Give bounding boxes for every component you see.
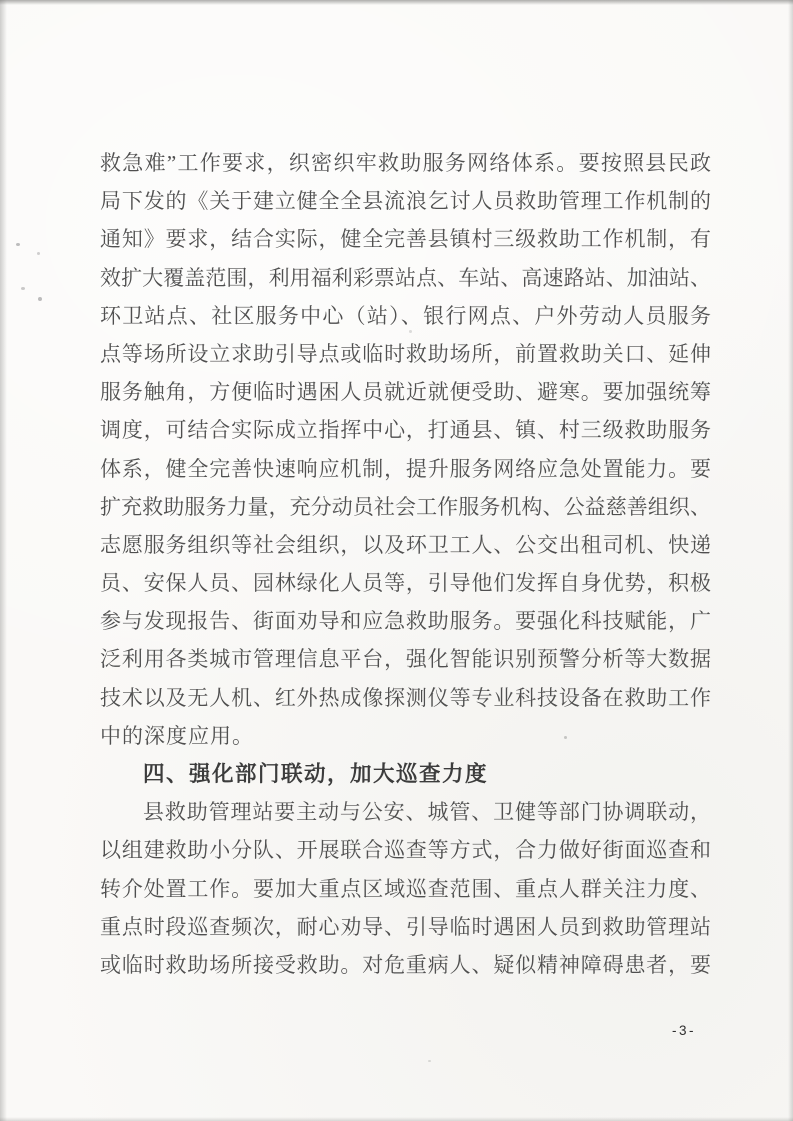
text-line: 通知》要求，结合实际，健全完善县镇村三级救助工作机制，有	[100, 227, 711, 252]
text-line: 救急难”工作要求，织密织牢救助服务网络体系。要按照县民政	[100, 151, 711, 175]
text-line: 或临时救助场所接受救助。对危重病人、疑似精神障碍患者，要	[100, 952, 711, 977]
text-line: 技术以及无人机、红外热成像探测仪等专业科技设备在救助工作	[100, 685, 711, 710]
text-line: 调度，可结合实际成立指挥中心，打通县、镇、村三级救助服务	[100, 418, 711, 443]
scan-speck	[21, 287, 25, 290]
scan-speck	[37, 252, 40, 255]
scan-speck	[428, 1060, 431, 1062]
scan-edge-top	[0, 0, 793, 5]
text-line: 扩充救助服务力量，充分动员社会工作服务机构、公益慈善组织、	[100, 494, 711, 519]
scan-speck	[38, 297, 42, 301]
text-line: 服务触角，方便临时遇困人员就近就便受助、避寒。要加强统筹	[100, 380, 711, 405]
text-line: 员、安保人员、园林绿化人员等，引导他们发挥自身优势，积极	[100, 571, 711, 596]
page-number: -3-	[672, 1023, 696, 1038]
text-line: 泛利用各类城市管理信息平台，强化智能识别预警分析等大数据	[100, 647, 711, 672]
text-line: 转介处置工作。要加大重点区域巡查范围、重点人群关注力度、	[100, 876, 711, 901]
section-heading: 四、强化部门联动，加大巡查力度	[143, 762, 489, 786]
text-line: 中的深度应用。	[100, 723, 254, 748]
text-line: 参与发现报告、街面劝导和应急救助服务。要强化科技赋能，广	[100, 609, 711, 634]
document-body-text	[100, 144, 711, 984]
scan-edge-left	[0, 0, 7, 1121]
text-line: 县救助管理站要主动与公安、城管、卫健等部门协调联动，	[143, 800, 711, 825]
text-line: 重点时段巡查频次，耐心劝导、引导临时遇困人员到救助管理站	[100, 914, 711, 939]
text-line: 体系，健全完善快速响应机制，提升服务网络应急处置能力。要	[100, 456, 711, 481]
scan-edge-bottom	[0, 1117, 793, 1121]
text-line: 效扩大覆盖范围，利用福利彩票站点、车站、高速路站、加油站、	[100, 265, 711, 290]
text-line: 环卫站点、社区服务中心（站）、银行网点、户外劳动人员服务	[100, 303, 711, 328]
text-line: 志愿服务组织等社会组织，以及环卫工人、公交出租司机、快递	[100, 532, 711, 557]
text-line: 点等场所设立求助引导点或临时救助场所，前置救助关口、延伸	[100, 341, 711, 366]
scan-speck	[16, 243, 20, 246]
text-line: 以组建救助小分队、开展联合巡查等方式，合力做好街面巡查和	[100, 838, 711, 863]
text-line: 局下发的《关于建立健全全县流浪乞讨人员救助管理工作机制的	[100, 189, 711, 214]
scan-edge-right	[788, 0, 793, 1121]
